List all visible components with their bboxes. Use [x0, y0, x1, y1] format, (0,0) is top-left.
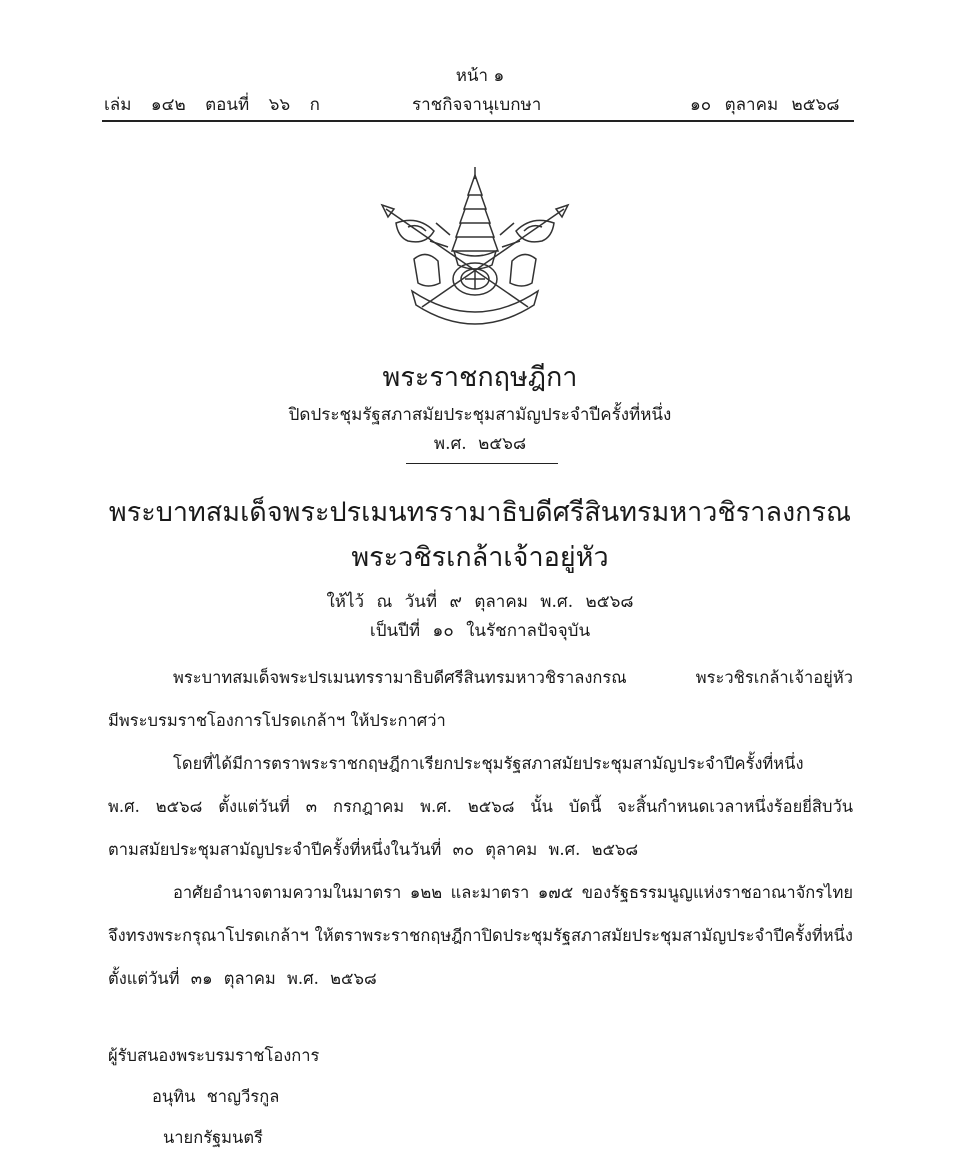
- signatory-name: อนุทิน ชาญวีรกูล: [152, 1087, 280, 1106]
- page-number: หน้า ๑: [455, 66, 505, 86]
- body-p1-line1: พระบาทสมเด็จพระปรเมนทรรามาธิบดีศรีสินทรมหาวชิราลงกรณ พระวชิรเกล้าเจ้าอยู่หัว: [173, 668, 853, 687]
- gazette-name: ราชกิจจานุเบกษา: [412, 95, 542, 115]
- given-date: ให้ไว้ ณ วันที่ ๙ ตุลาคม พ.ศ. ๒๕๖๘: [326, 592, 634, 612]
- body-p2-line1: โดยที่ได้มีการตราพระราชกฤษฎีกาเรียกประชุมรัฐสภาสมัยประชุมสามัญประจำปีครั้งที่หนึ่ง: [173, 754, 804, 773]
- countersign-label: ผู้รับสนองพระบรมราชโองการ: [108, 1046, 320, 1065]
- signatory-position: นายกรัฐมนตรี: [163, 1128, 263, 1147]
- decree-subtitle: ปิดประชุมรัฐสภาสมัยประชุมสามัญประจำปีครั้งที่หนึ่ง: [288, 405, 672, 425]
- decree-year: พ.ศ. ๒๕๖๘: [433, 434, 527, 454]
- reign-year: เป็นปีที่ ๑๐ ในรัชกาลปัจจุบัน: [369, 621, 591, 641]
- body-p3-line1: อาศัยอำนาจตามความในมาตรา ๑๒๒ และมาตรา ๑๗๕ ของรัฐธรรมนูญแห่งราชอาณาจักรไทย: [173, 883, 853, 902]
- volume-issue: เล่ม ๑๔๒ ตอนที่ ๖๖ ก: [104, 95, 320, 115]
- decree-title: พระราชกฤษฎีกา: [382, 362, 578, 393]
- body-p2-line2: พ.ศ. ๒๕๖๘ ตั้งแต่วันที่ ๓ กรกฎาคม พ.ศ. ๒๕๖๘ นั้น บัดนี้ จะสิ้นกำหนดเวลาหนึ่งร้อยยี่สิบวัน: [108, 797, 853, 816]
- king-name-line2: พระวชิรเกล้าเจ้าอยู่หัว: [351, 542, 609, 573]
- body-p2-line3: ตามสมัยประชุมสามัญประจำปีครั้งที่หนึ่งในวันที่ ๓๐ ตุลาคม พ.ศ. ๒๕๖๘: [108, 840, 639, 859]
- title-divider: [406, 463, 558, 464]
- royal-emblem-icon: [378, 165, 572, 335]
- body-p3-line3: ตั้งแต่วันที่ ๓๑ ตุลาคม พ.ศ. ๒๕๖๘: [108, 969, 377, 988]
- header-divider: [102, 120, 854, 122]
- body-p3-line2: จึงทรงพระกรุณาโปรดเกล้าฯ ให้ตราพระราชกฤษฎีกาปิดประชุมรัฐสภาสมัยประชุมสามัญประจำปีครั้งที่หนึ่ง: [108, 926, 853, 945]
- gazette-date: ๑๐ ตุลาคม ๒๕๖๘: [690, 95, 840, 115]
- body-p1-line2: มีพระบรมราชโองการโปรดเกล้าฯ ให้ประกาศว่า: [108, 711, 446, 730]
- king-name-line1: พระบาทสมเด็จพระปรเมนทรรามาธิบดีศรีสินทรมหาวชิราลงกรณ: [108, 497, 852, 528]
